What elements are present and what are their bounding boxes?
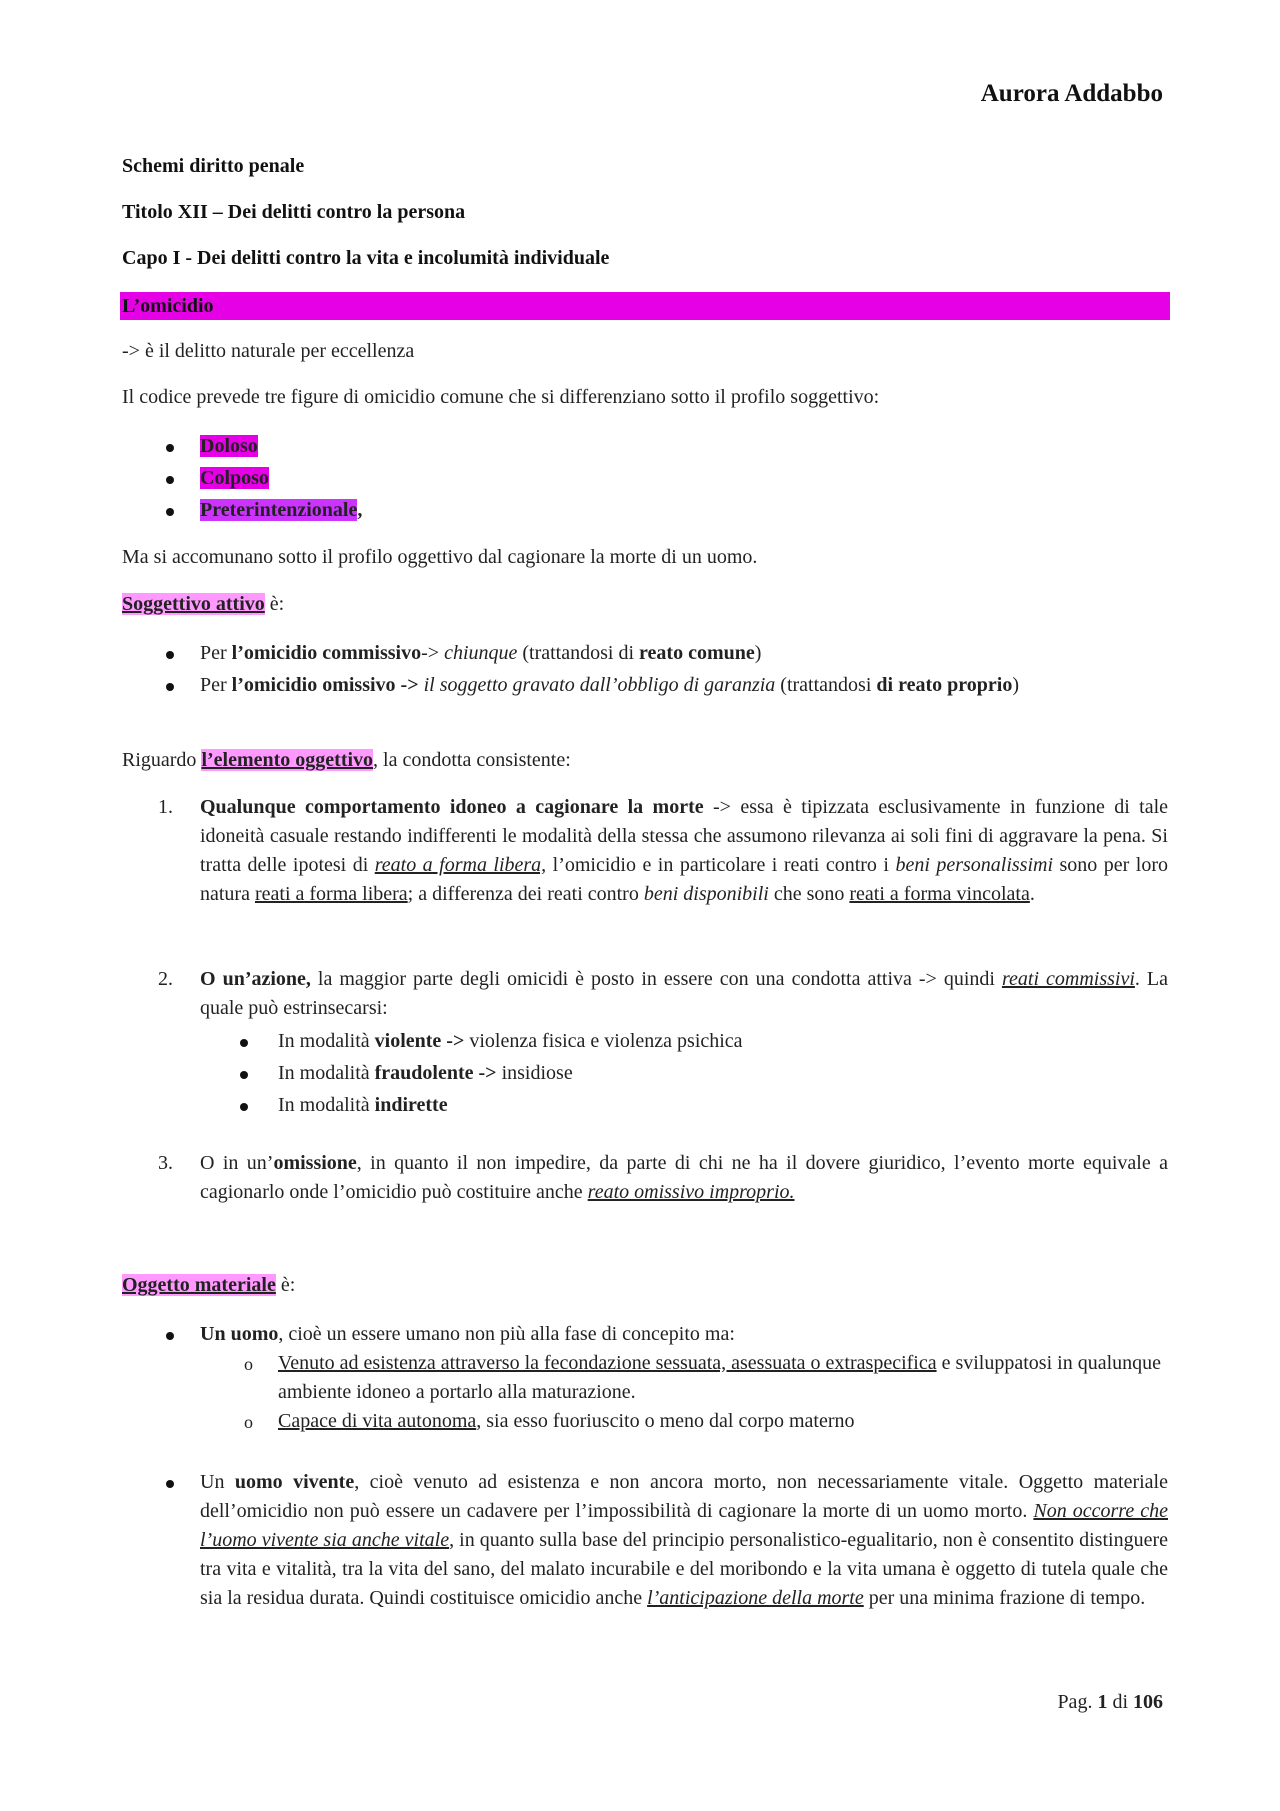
section-banner (120, 292, 1170, 320)
elemento-label: l’elemento oggettivo (201, 749, 374, 771)
item-text: Un uomo, cioè un essere umano non più alla fase di concepito ma: (200, 1323, 735, 1345)
item-text: Qualunque comportamento idoneo a cagionare la morte -> essa è tipizzata esclusivamente in funzione di tale idoneità casuale restando indifferenti le modalità della stessa che assumono rilevanza ai soli fini di aggravare la pena. Si tratta delle ipotesi di reato a forma libera, l’omicidio e in particolare i reati contro i beni personalissimi sono per loro natura reati a forma libera; a differenza dei reati contro beni disponibili che sono reati a forma vincolata. (200, 796, 1169, 905)
sub-item: o Capace di vita autonoma, sia esso fuoriuscito o meno dal corpo materno (244, 1410, 855, 1432)
intro-line-2: Il codice prevede tre figure di omicidio comune che si differenziano sotto il profilo soggettivo: (122, 386, 880, 408)
oggetto-item-2 (122, 1468, 1168, 1613)
bullet-icon (240, 1071, 248, 1079)
list-item: In modalità violente -> violenza fisica e violenza psichica (278, 1030, 743, 1052)
elemento-item-3: 3. O in un’omissione, in quanto il non impedire, da parte di chi ne ha il dovere giuridico, l’evento morte equivale a cagionarlo onde l’omicidio può costituire anche reato omissivo improprio. (122, 1149, 1168, 1207)
intro-line-1: -> è il delitto naturale per eccellenza (122, 340, 415, 362)
circle-bullet-icon: o (244, 1412, 253, 1432)
type-colposo: Colposo (200, 467, 269, 489)
list-item (200, 432, 258, 461)
list-item: Preterintenzionale, (200, 499, 363, 521)
elemento-item-2: 2. O un’azione, la maggior parte degli omicidi è posto in essere con una condotta attiva -> quindi reati commissivi. La quale può estrinsecarsi: (122, 965, 1168, 1023)
soggetto-list (122, 639, 1168, 703)
intro-line-3: Ma si accomunano sotto il profilo oggettivo dal cagionare la morte di un uomo. (122, 546, 758, 568)
heading-schemi: Schemi diritto penale (122, 155, 305, 177)
elemento-heading: Riguardo l’elemento oggettivo, la condotta consistente: (122, 749, 571, 771)
bullet-icon (166, 476, 174, 484)
oggetto-item-1 (122, 1320, 1168, 1436)
bullet-icon (166, 651, 174, 659)
oggetto-label: Oggetto materiale (122, 1274, 276, 1296)
item-text: O in un’omissione, in quanto il non impedire, da parte di chi ne ha il dovere giuridico, l’evento morte equivale a cagionarlo onde l’omicidio può costituire anche reato omissivo improprio. (200, 1152, 1168, 1203)
list-item: In modalità indirette (278, 1094, 448, 1116)
bullet-icon (240, 1039, 248, 1047)
list-item: Per l’omicidio commissivo-> chiunque (trattandosi di reato comune) (200, 642, 762, 664)
soggetto-label: Soggettivo attivo (122, 593, 265, 615)
heading-titolo: Titolo XII – Dei delitti contro la persona (122, 201, 466, 223)
section-title: L’omicidio (122, 295, 214, 317)
bullet-icon (240, 1103, 248, 1111)
type-doloso: Doloso (200, 435, 258, 457)
page-number: Pag. 1 di 106 (1057, 1691, 1163, 1713)
heading-capo: Capo I - Dei delitti contro la vita e incolumità individuale (122, 247, 610, 269)
bullet-icon (166, 508, 174, 516)
item-text: Un uomo vivente, cioè venuto ad esistenza e non ancora morto, non necessariamente vitale. Oggetto materiale dell’omicidio non può essere un cadavere per l’impossibilità di cagionare la morte di un uomo morto. Non occorre che l’uomo vivente sia anche vitale, in quanto sulla base del principio personalistico-egualitario, non è consentito distinguere tra vita e vitalità, tra la vita del sano, del malato incurabile e del moribondo e la vita umana è oggetto di tutela quale che sia la residua durata. Quindi costituisce omicidio anche l’anticipazione della morte per una minima frazione di tempo. (200, 1471, 1168, 1609)
soggetto-heading: Soggettivo attivo è: (122, 593, 285, 615)
sub-item: o Venuto ad esistenza attraverso la fecondazione sessuata, asessuata o extraspecifica e sviluppatosi in qualunque ambiente idoneo a portarlo alla maturazione. (244, 1352, 1162, 1403)
list-item: Per l’omicidio omissivo -> il soggetto gravato dall’obbligo di garanzia (trattandosi di reato proprio) (200, 674, 1019, 696)
oggetto-heading: Oggetto materiale è: (122, 1274, 296, 1296)
elemento-item-1: 1. Qualunque comportamento idoneo a cagionare la morte -> essa è tipizzata esclusivamente in funzione di tale idoneità casuale restando indifferenti le modalità della stessa che assumono rilevanza ai soli fini di aggravare la pena. Si tratta delle ipotesi di reato a forma libera, l’omicidio e in particolare i reati contro i beni personalissimi sono per loro natura reati a forma libera; a differenza dei reati contro beni disponibili che sono reati a forma vincolata. (122, 793, 1168, 909)
modalita-list (122, 1027, 1168, 1123)
list-item: In modalità fraudolente -> insidiose (278, 1062, 573, 1084)
header-author: Aurora Addabbo (980, 80, 1163, 107)
bullet-icon (166, 1480, 174, 1488)
list-item (200, 464, 269, 493)
item-text: O un’azione, la maggior parte degli omicidi è posto in essere con una condotta attiva -> quindi reati commissivi. La quale può estrinsecarsi: (200, 968, 1168, 1019)
type-preterintenzionale: Preterintenzionale (200, 499, 358, 521)
bullet-icon (166, 444, 174, 452)
circle-bullet-icon: o (244, 1354, 253, 1374)
bullet-icon (166, 683, 174, 691)
types-list (122, 432, 522, 528)
bullet-icon (166, 1332, 174, 1340)
